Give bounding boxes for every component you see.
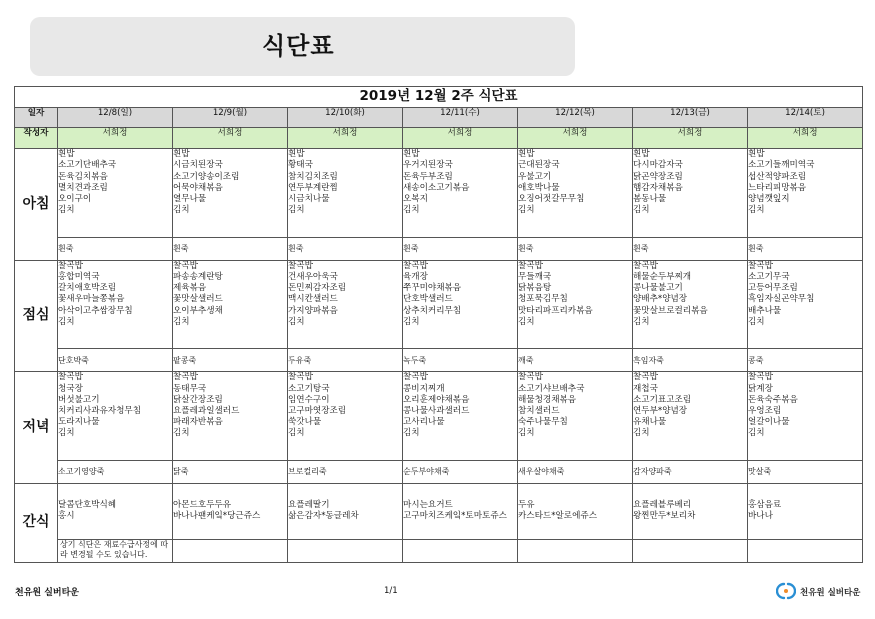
porridge-cell: 흑임자죽	[633, 349, 748, 372]
porridge-cell: 두유죽	[288, 349, 403, 372]
snack-row	[15, 483, 863, 539]
porridge-cell: 브로컬리죽	[288, 460, 403, 483]
empty-cell	[288, 539, 403, 562]
snack-cell: 요플레블루베리 왕찐만두*보리차	[633, 483, 748, 539]
dinner-label: 저녁	[15, 372, 58, 484]
dinner-cell: 찰곡밥 청국장 버섯불고기 치커리사과유자청무침 도라지나물 김치	[58, 372, 173, 460]
date-cell: 12/11(수)	[403, 108, 518, 128]
breakfast-label: 아침	[15, 149, 58, 261]
writer-label: 작성자	[15, 128, 58, 149]
date-cell: 12/13(금)	[633, 108, 748, 128]
snack-label: 간식	[15, 483, 58, 562]
porridge-cell: 순두부야채죽	[403, 460, 518, 483]
footer-org: 천유원 실버타운	[15, 588, 79, 598]
porridge-cell: 흰죽	[173, 237, 288, 260]
lunch-cell: 찰곡밥 홍합미역국 갈치애호박조림 꽃새우마늘쫑볶음 아삭이고추쌈장무침 김치	[58, 260, 173, 348]
porridge-cell: 흰죽	[748, 237, 863, 260]
porridge-cell: 닭죽	[173, 460, 288, 483]
writer-cell: 서희정	[518, 128, 633, 149]
dinner-cell: 찰곡밥 콩비지찌개 오리훈제야채볶음 콩나물사과샐러드 고사리나물 김치	[403, 372, 518, 460]
empty-cell	[633, 539, 748, 562]
snack-cell: 요플레딸기 삶은감자*동글레차	[288, 483, 403, 539]
note-row	[15, 539, 863, 562]
writer-row	[15, 128, 863, 149]
lunch-cell: 찰곡밥 파송송계란탕 제육볶음 꽃맛살샐러드 오이부추생채 김치	[173, 260, 288, 348]
breakfast-cell: 흰밥 다시마감자국 닭곤약장조림 햄감자채볶음 봄동나물 김치	[633, 149, 748, 237]
dinner-cell: 찰곡밥 재첩국 소고기표고조림 연두부*양념장 유채나물 김치	[633, 372, 748, 460]
breakfast-cell: 흰밥 우거지된장국 돈육두부조림 새송이소고기볶음 오복지 김치	[403, 149, 518, 237]
porridge-cell: 새우살야채죽	[518, 460, 633, 483]
snack-cell: 달콤단호박식혜 홍시	[58, 483, 173, 539]
date-label: 일자	[15, 108, 58, 128]
logo	[776, 582, 866, 600]
dinner-row	[15, 372, 863, 460]
snack-cell: 두유 카스타드*알로에쥬스	[518, 483, 633, 539]
porridge-cell: 깨죽	[518, 349, 633, 372]
lunch-cell: 찰곡밥 소고기무국 고등어무조림 흑임자실곤약무침 배추나물 김치	[748, 260, 863, 348]
date-cell: 12/12(목)	[518, 108, 633, 128]
porridge-cell: 흰죽	[633, 237, 748, 260]
writer-cell: 서희정	[748, 128, 863, 149]
date-row	[15, 108, 863, 128]
logo-text: 천유원 실버타운	[800, 588, 861, 598]
empty-cell	[748, 539, 863, 562]
lunch-porridge-row	[15, 349, 863, 372]
breakfast-cell: 흰밥 근대된장국 우불고기 애호박나물 오징어젓갈무무침 김치	[518, 149, 633, 237]
snack-cell: 아몬드호두두유 바나나팬케잌*당근쥬스	[173, 483, 288, 539]
page-title: 식단표	[262, 32, 335, 60]
empty-cell	[518, 539, 633, 562]
dinner-cell: 찰곡밥 소고기탕국 임연수구이 고구마엿장조림 쑥갓나물 김치	[288, 372, 403, 460]
writer-cell: 서희정	[288, 128, 403, 149]
writer-cell: 서희정	[173, 128, 288, 149]
breakfast-cell: 흰밥 황태국 참치김치조림 연두부계란찜 시금치나물 김치	[288, 149, 403, 237]
date-cell: 12/9(월)	[173, 108, 288, 128]
lunch-cell: 찰곡밥 육개장 쭈꾸미야채볶음 단호박샐러드 상추치커리무침 김치	[403, 260, 518, 348]
breakfast-row	[15, 149, 863, 237]
writer-cell: 서희정	[58, 128, 173, 149]
porridge-cell: 흰죽	[518, 237, 633, 260]
writer-cell: 서희정	[403, 128, 518, 149]
porridge-cell: 팥콩죽	[173, 349, 288, 372]
dinner-cell: 찰곡밥 동태무국 닭살간장조림 요플레과일샐러드 파래자반볶음 김치	[173, 372, 288, 460]
date-cell: 12/8(일)	[58, 108, 173, 128]
porridge-cell: 흰죽	[288, 237, 403, 260]
writer-cell: 서희정	[633, 128, 748, 149]
lunch-label: 점심	[15, 260, 58, 372]
dinner-cell: 찰곡밥 닭계장 돈육숙주볶음 우엉조림 얼갈이나물 김치	[748, 372, 863, 460]
breakfast-cell: 흰밥 시금치된장국 소고기양송이조림 어묵야채볶음 열무나물 김치	[173, 149, 288, 237]
lunch-cell: 찰곡밥 해물순두부찌개 콩나물불고기 양배추*양념장 꽃맛살브로컬리볶음 김치	[633, 260, 748, 348]
porridge-cell: 맛살죽	[748, 460, 863, 483]
porridge-cell: 콩죽	[748, 349, 863, 372]
lunch-cell: 찰곡밥 건새우아욱국 돈민찌감자조림 맥시칸샐러드 가지양파볶음 김치	[288, 260, 403, 348]
breakfast-cell: 흰밥 소고기단배추국 돈육김치볶음 멸치견과조림 오이구이 김치	[58, 149, 173, 237]
empty-cell	[403, 539, 518, 562]
breakfast-cell: 흰밥 소고기들깨미역국 섭산적양파조림 느타리피망볶음 양념깻잎지 김치	[748, 149, 863, 237]
porridge-cell: 소고기영양죽	[58, 460, 173, 483]
menu-note: 상기 식단은 재료수급사정에 따라 변경될 수도 있습니다.	[58, 539, 173, 562]
breakfast-porridge-row	[15, 237, 863, 260]
date-cell: 12/10(화)	[288, 108, 403, 128]
date-cell: 12/14(토)	[748, 108, 863, 128]
porridge-cell: 흰죽	[58, 237, 173, 260]
dinner-cell: 찰곡밥 소고기샤브배추국 해물청경채볶음 참치샐러드 숙주나물무침 김치	[518, 372, 633, 460]
porridge-cell: 감자양파죽	[633, 460, 748, 483]
dinner-porridge-row	[15, 460, 863, 483]
snack-cell: 마시는요거트 고구마치즈케잌*토마토쥬스	[403, 483, 518, 539]
page-number: 1/1	[384, 586, 398, 596]
table-caption: 2019년 12월 2주 식단표	[15, 87, 863, 108]
snack-cell: 홍삼음료 바나나	[748, 483, 863, 539]
meal-plan-table	[14, 86, 863, 563]
porridge-cell: 단호박죽	[58, 349, 173, 372]
porridge-cell: 흰죽	[403, 237, 518, 260]
lunch-cell: 찰곡밥 무들깨국 닭볶음탕 청포묵김무침 맛타리파프리카볶음 김치	[518, 260, 633, 348]
logo-mark-icon	[776, 582, 796, 600]
empty-cell	[173, 539, 288, 562]
lunch-row	[15, 260, 863, 348]
porridge-cell: 녹두죽	[403, 349, 518, 372]
